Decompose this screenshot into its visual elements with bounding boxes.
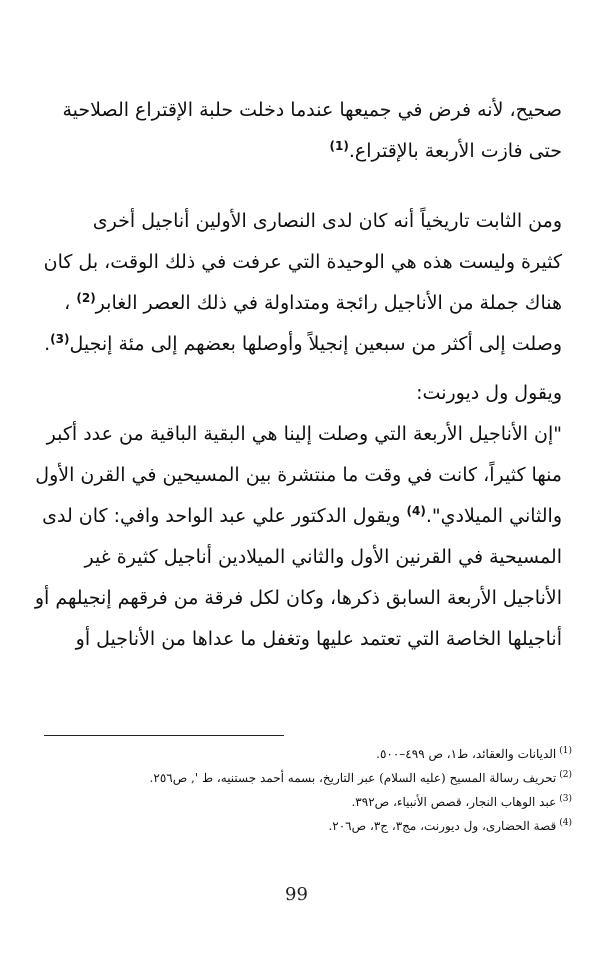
text-line [22,578,562,619]
line-text: ومن الثابت تاريخياً أنه كان لدى النصارى الأولين أناجيل أخرى [92,210,562,232]
footnote-text: عبد الوهاب النجار، قصص الأنبياء، ص٣٩٢. [351,795,557,809]
line-text: منها كثيراً، كانت في وقت ما منتشرة بين المسيحين في القرن الأول [35,464,562,486]
text-line [22,131,562,172]
paragraph-3 [22,373,562,660]
line-text: الأناجيل الأربعة السابق ذكرها، وكان لكل فرقة من فرقهم إنجيلهم أو [34,587,562,609]
footnote-3 [32,790,572,814]
text-line [22,496,562,537]
text-line [22,373,562,414]
text-line [22,324,562,365]
line-text-tail: ويقول الدكتور علي عبد الواحد وافي: كان لدى [42,505,407,527]
text-line [22,537,562,578]
footnote-divider [44,735,284,736]
footnote-ref-3[interactable]: (3) [50,332,70,346]
line-text: هناك جملة من الأناجيل رائجة ومتداولة في ذلك العصر الغابر [95,292,562,314]
footnote-number: (1) [559,746,572,756]
footnote-ref-2[interactable]: (2) [76,291,96,305]
footnote-number: (4) [559,818,572,828]
text-line [22,201,562,242]
line-text: صحيح، لأنه فرض في جميعها عندما دخلت حلبة الإقتراع الصلاحية [62,99,562,121]
footnote-text: قصة الحضارى، ول ديورنت، مج٣، ج٣، ص٢٠٦. [328,819,557,833]
line-text: وصلت إلى أكثر من سبعين إنجيلاً وأوصلها بعضهم إلى مئة إنجيل [69,333,562,355]
footnote-text: تحريف رسالة المسيح (عليه السلام) عبر التاريخ، بسمه أحمد جستنيه، ط ', ص٢٥٦. [149,771,557,785]
footnote-2 [32,766,572,790]
line-text-tail: ، [64,292,77,314]
line-text: حتى فازت الأربعة بالإقتراع. [348,140,562,162]
text-line [22,90,562,131]
footnote-4 [32,814,572,838]
line-text-tail: . [44,333,51,355]
paragraph-1 [22,90,562,172]
text-line [22,283,562,324]
footnote-ref-1[interactable]: (1) [329,139,349,153]
text-line [22,242,562,283]
page-number: 99 [285,884,308,905]
line-text: كثيرة وليست هذه هي الوحيدة التي عرفت في ذلك الوقت، بل كان [43,251,562,273]
line-text: والثاني الميلادي". [425,505,562,527]
footnotes [32,742,572,838]
footnote-number: (3) [559,794,572,804]
paragraph-2 [22,201,562,365]
footnote-1 [32,742,572,766]
text-line [22,619,562,660]
line-text: المسيحية في القرنين الأول والثاني الميلادين أناجيل كثيرة غير [84,546,562,568]
text-line [22,455,562,496]
text-line [22,414,562,455]
line-text: "إن الأناجيل الأربعة التي وصلت إلينا هي البقية الباقية من عدد أكبر [46,423,562,445]
footnote-number: (2) [559,770,572,780]
footnote-ref-4[interactable]: (4) [406,504,426,518]
line-text: أناجيلها الخاصة التي تعتمد عليها وتغفل ما عداها من الأناجيل أو [75,628,562,650]
line-text: ويقول ول ديورنت: [416,382,562,404]
footnote-text: الديانات والعقائد، ط١، ص ٤٩٩–٥٠٠. [376,747,557,761]
